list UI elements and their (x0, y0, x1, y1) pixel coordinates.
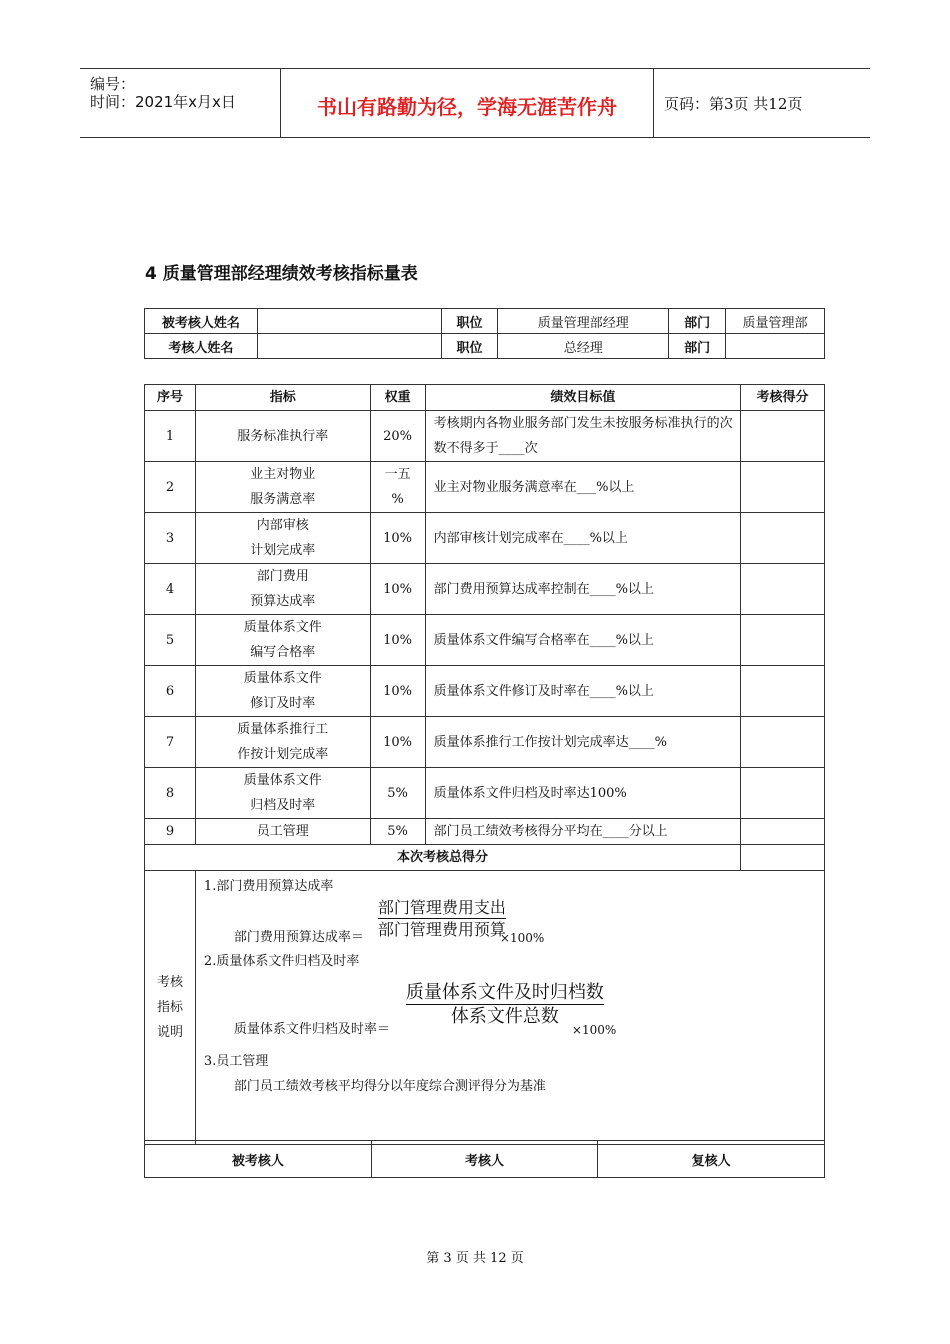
table-row (145, 462, 825, 513)
dept-value: 质量管理部 (726, 309, 825, 334)
formula1-multiplier: ×100% (499, 931, 545, 945)
position-label: 职位 (441, 309, 498, 334)
header-target: 绩效目标值 (425, 385, 741, 411)
explain-content (195, 871, 824, 1145)
indicator-line-1: 部门费用 (256, 569, 309, 584)
indicator-line-1: 质量体系文件 (243, 620, 322, 635)
row-target: 考核期内各物业服务部门发生未按服务标准执行的次数不得多于____次 (425, 411, 741, 462)
header-indicator: 指标 (195, 385, 370, 411)
item3-title: 3.员工管理 (203, 1054, 269, 1069)
sig-assessee: 被考核人 (145, 1141, 372, 1178)
table-row (145, 768, 825, 819)
formula2-lhs: 质量体系文件归档及时率＝ (233, 1022, 390, 1037)
code-label: 编号： (90, 75, 136, 93)
formula1-title: 1.部门费用预算达成率 (203, 879, 334, 894)
row-target: 业主对物业服务满意率在___%以上 (425, 462, 741, 513)
info-table (144, 308, 825, 359)
row-weight (370, 666, 425, 717)
row-weight (370, 717, 425, 768)
row-weight (370, 768, 425, 819)
header-score: 考核得分 (741, 385, 825, 411)
signature-table (144, 1140, 825, 1178)
row-no: 9 (145, 819, 196, 845)
row-indicator (195, 564, 370, 615)
assessor-label: 考核人姓名 (145, 334, 258, 359)
explain-row (145, 871, 825, 1145)
formula2-numerator: 质量体系文件及时归档数 (405, 982, 604, 1003)
row-target: 质量体系推行工作按计划完成率达____% (425, 717, 741, 768)
table-row (145, 717, 825, 768)
table-row (145, 819, 825, 845)
row-indicator (195, 462, 370, 513)
row-indicator (195, 768, 370, 819)
row-weight (370, 564, 425, 615)
table-row (145, 666, 825, 717)
formula2-title: 2.质量体系文件归档及时率 (203, 954, 360, 969)
row-target: 部门费用预算达成率控制在____%以上 (425, 564, 741, 615)
kpi-table (144, 384, 825, 1145)
row-target: 部门员工绩效考核得分平均在____分以上 (425, 819, 741, 845)
row-weight (370, 819, 425, 845)
weight-line-1: 10% (383, 632, 413, 648)
row-weight (370, 462, 425, 513)
table-row (145, 513, 825, 564)
row-score (741, 564, 825, 615)
row-indicator (195, 819, 370, 845)
indicator-line-2: 服务满意率 (250, 492, 316, 507)
row-weight (370, 411, 425, 462)
row-indicator (195, 615, 370, 666)
row-target: 质量体系文件归档及时率达100% (425, 768, 741, 819)
row-no: 8 (145, 768, 196, 819)
header-weight: 权重 (370, 385, 425, 411)
formula1-lhs: 部门费用预算达成率＝ (233, 930, 364, 945)
row-target: 内部审核计划完成率在____%以上 (425, 513, 741, 564)
row-no: 3 (145, 513, 196, 564)
assessee-value (257, 309, 441, 334)
explain-label-3: 说明 (156, 1025, 183, 1040)
assessor-value (257, 334, 441, 359)
total-label: 本次考核总得分 (145, 845, 741, 871)
row-score (741, 717, 825, 768)
indicator-line-1: 质量体系文件 (243, 773, 322, 788)
indicator-line-2: 计划完成率 (250, 543, 316, 558)
indicator-line-1: 业主对物业 (250, 467, 316, 482)
row-weight (370, 513, 425, 564)
signature-row (145, 1141, 825, 1178)
formula2-multiplier: ×100% (571, 1023, 617, 1037)
weight-line-1: 5% (387, 824, 408, 839)
header-page-info (664, 69, 870, 137)
row-no: 2 (145, 462, 196, 513)
table-row (145, 564, 825, 615)
total-row (145, 845, 825, 871)
explain-label (145, 871, 196, 1145)
indicator-line-1: 内部审核 (256, 518, 309, 533)
position-value: 质量管理部经理 (498, 309, 669, 334)
header-no: 序号 (145, 385, 196, 411)
indicator-line-2: 修订及时率 (250, 696, 316, 711)
row-no: 4 (145, 564, 196, 615)
header-left-cell (80, 69, 281, 137)
header-motto-cell (281, 69, 654, 137)
weight-line-1: 20% (383, 428, 413, 444)
row-no: 1 (145, 411, 196, 462)
table-row (145, 615, 825, 666)
indicator-line-2: 预算达成率 (250, 594, 316, 609)
row-score (741, 768, 825, 819)
row-indicator (195, 411, 370, 462)
row-score (741, 462, 825, 513)
weight-line-1: 10% (383, 734, 413, 750)
weight-line-2: % (391, 492, 404, 507)
row-score (741, 411, 825, 462)
row-no: 5 (145, 615, 196, 666)
weight-line-1: 5% (387, 785, 408, 801)
indicator-line-1: 员工管理 (256, 824, 309, 839)
motto: 书山有路勤为径，学海无涯苦作舟 (317, 94, 617, 119)
table-row (145, 411, 825, 462)
row-no: 7 (145, 717, 196, 768)
kpi-header-row (145, 385, 825, 411)
row-target: 质量体系文件修订及时率在____%以上 (425, 666, 741, 717)
explain-label-2: 指标 (156, 1000, 183, 1015)
indicator-line-2: 作按计划完成率 (237, 747, 329, 762)
page-info: 页码：第3页 共12页 (664, 94, 803, 113)
page-footer: 第 3 页 共 12 页 (426, 1251, 524, 1266)
total-score (741, 845, 825, 871)
dept-value (726, 334, 825, 359)
info-row-assessee (145, 309, 825, 334)
row-target: 质量体系文件编写合格率在____%以上 (425, 615, 741, 666)
formula1-fraction (378, 897, 506, 940)
indicator-line-1: 质量体系文件 (243, 671, 322, 686)
row-score (741, 666, 825, 717)
dept-label: 部门 (669, 309, 726, 334)
formula1-numerator: 部门管理费用支出 (377, 898, 506, 917)
sig-reviewer: 复核人 (598, 1141, 825, 1178)
position-value: 总经理 (498, 334, 669, 359)
row-indicator (195, 513, 370, 564)
weight-line-1: 10% (383, 581, 413, 597)
formula2-denominator: 体系文件总数 (450, 1006, 559, 1027)
explain-label-1: 考核 (156, 975, 183, 990)
row-indicator (195, 666, 370, 717)
weight-line-1: 10% (383, 683, 413, 699)
assessee-label: 被考核人姓名 (145, 309, 258, 334)
sig-assessor: 考核人 (371, 1141, 598, 1178)
row-score (741, 819, 825, 845)
indicator-line-1: 服务标准执行率 (237, 428, 329, 444)
row-score (741, 615, 825, 666)
row-no: 6 (145, 666, 196, 717)
weight-line-1: 10% (383, 530, 413, 546)
position-label: 职位 (441, 334, 498, 359)
item3-text: 部门员工绩效考核平均得分以年度综合测评得分为基准 (233, 1079, 546, 1094)
row-indicator (195, 717, 370, 768)
row-score (741, 513, 825, 564)
formula1-denominator: 部门管理费用预算 (377, 920, 506, 939)
dept-label: 部门 (669, 334, 726, 359)
info-row-assessor (145, 334, 825, 359)
weight-line-1: 一五 (384, 467, 411, 482)
page-header (80, 68, 870, 138)
indicator-line-2: 归档及时率 (250, 798, 316, 813)
indicator-line-1: 质量体系推行工 (237, 722, 329, 737)
date-label: 时间：2021年x月x日 (90, 93, 236, 111)
indicator-line-2: 编写合格率 (250, 645, 316, 660)
row-weight (370, 615, 425, 666)
document-title: 4 质量管理部经理绩效考核指标量表 (145, 264, 418, 284)
